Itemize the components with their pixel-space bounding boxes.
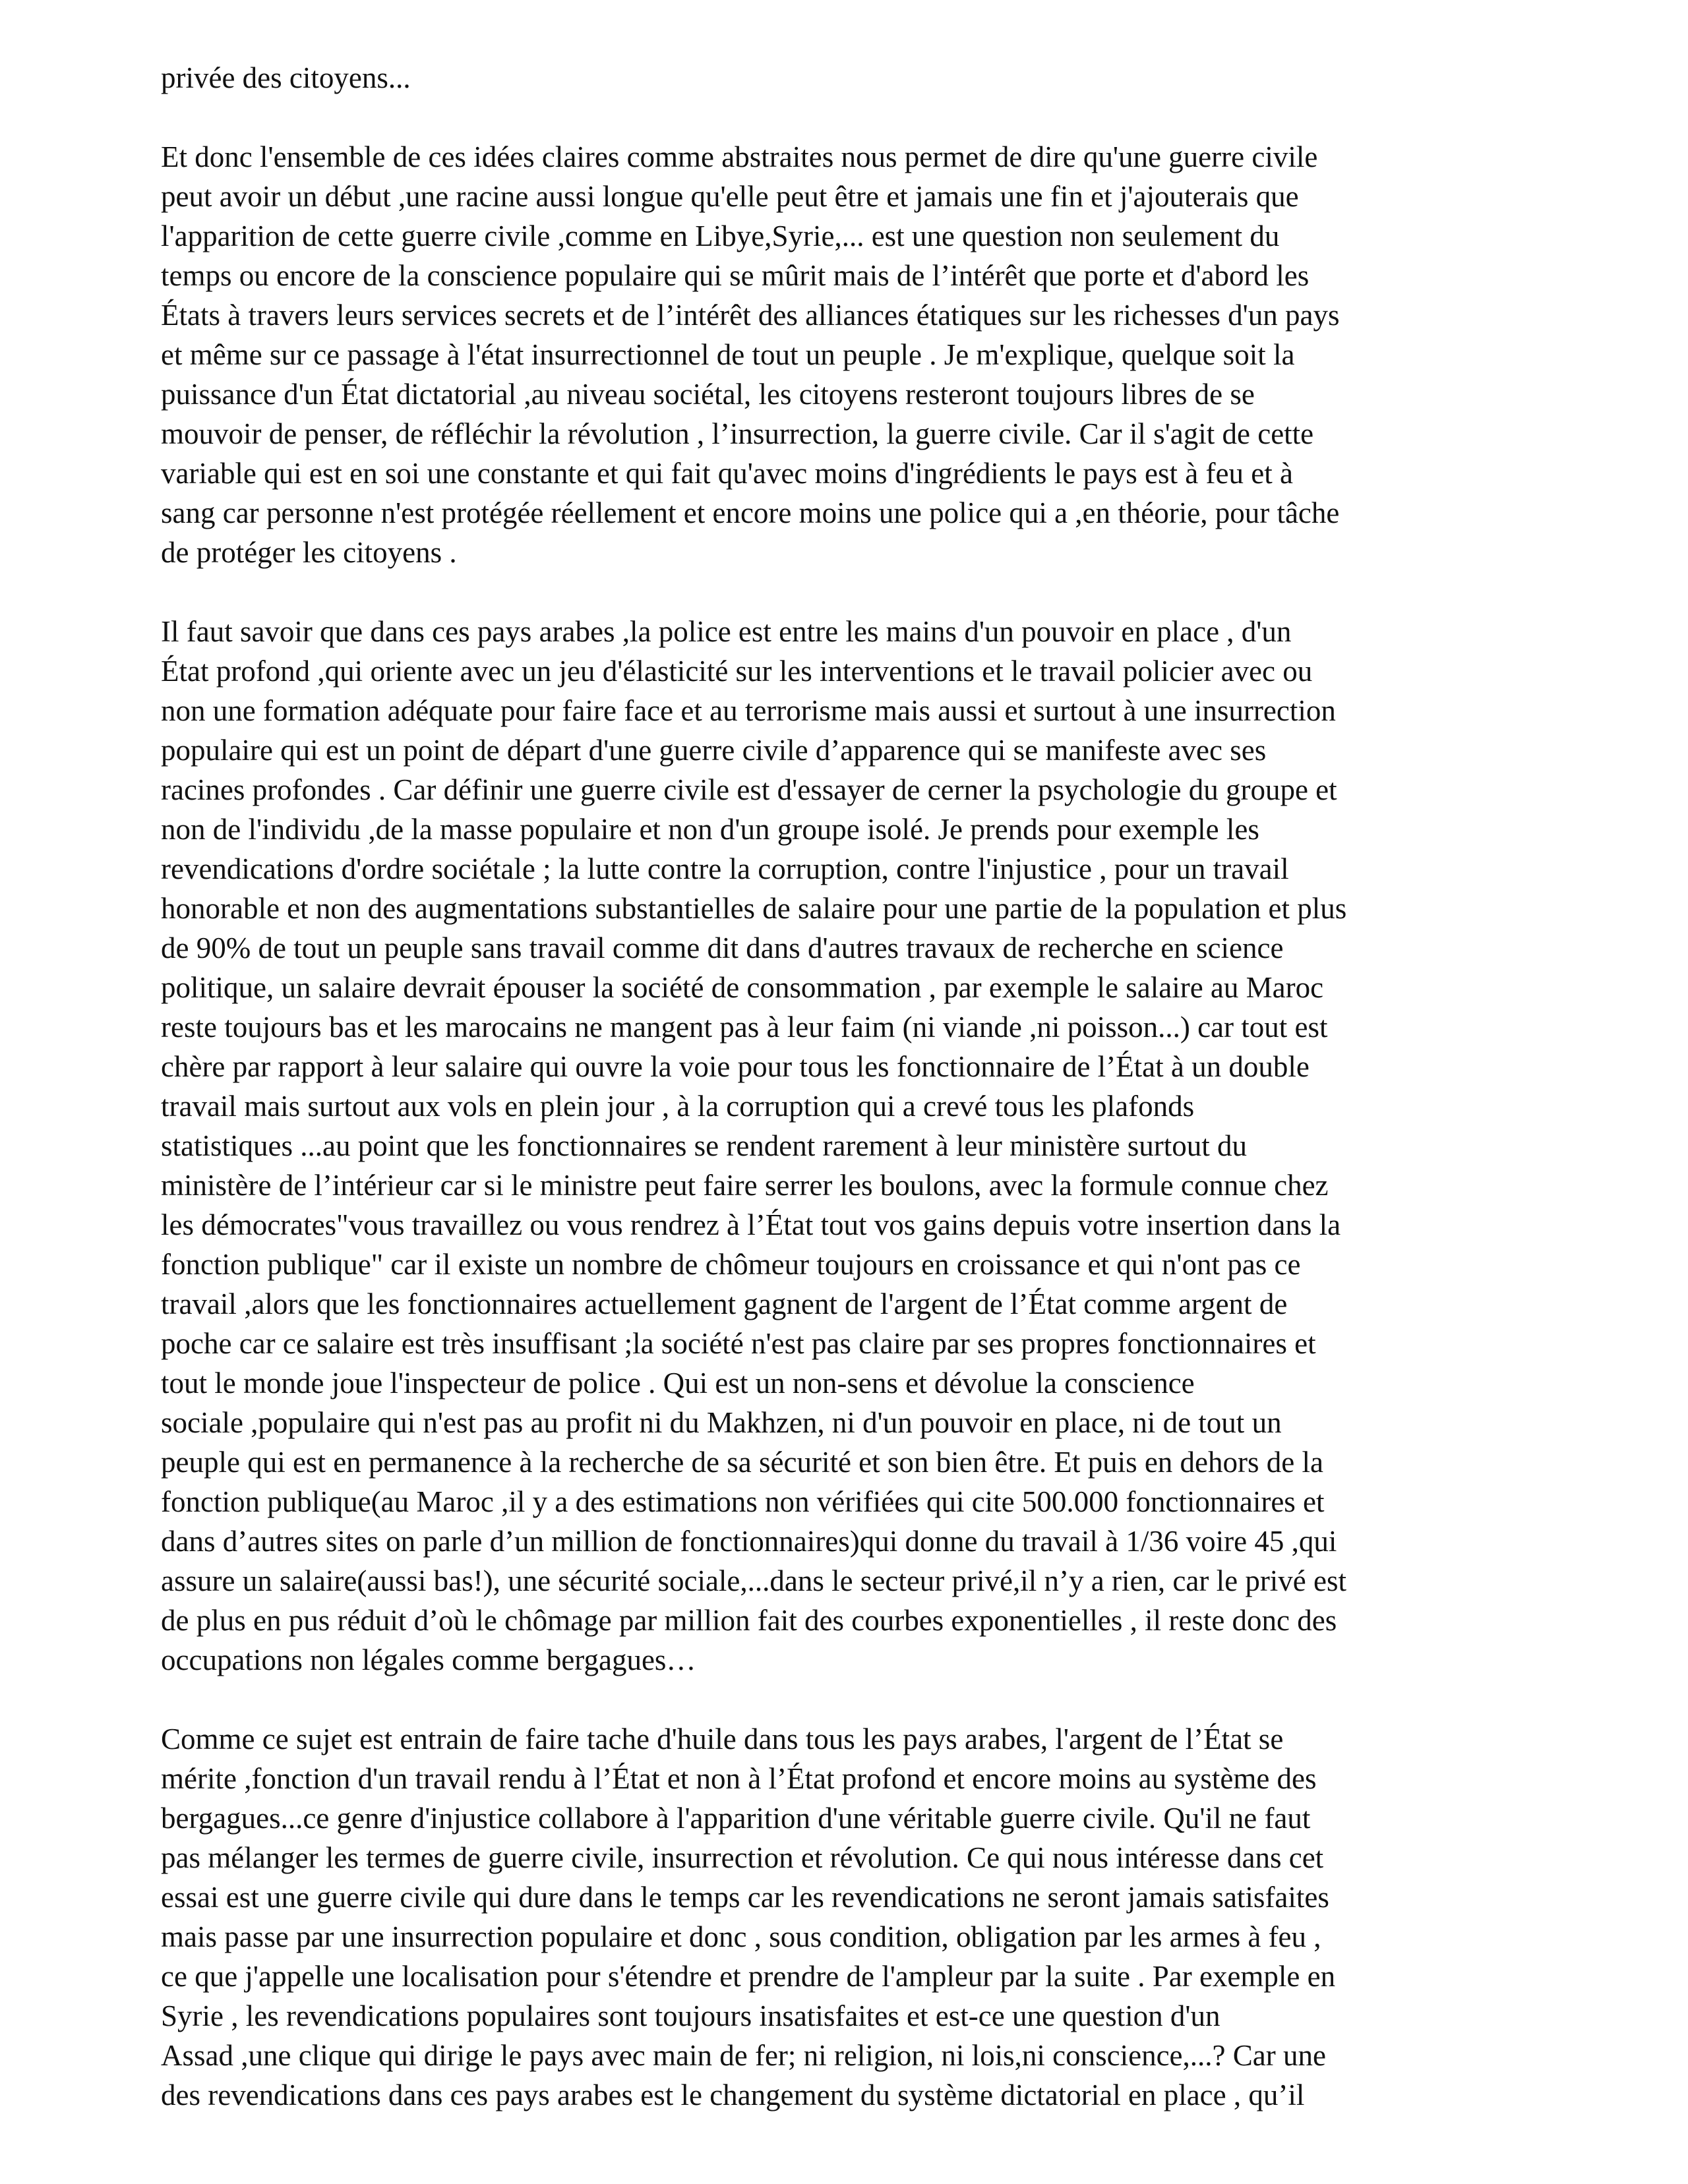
paragraph-gap [161,1680,1539,1719]
paragraph-1: privée des citoyens... [161,61,411,94]
paragraph-gap [161,572,1539,612]
paragraph-4: Comme ce sujet est entrain de faire tache d'huile dans tous les pays arabes, l'argent de l’État se mérite ,fonction d'un travail rendu à l’État et non à l’État profond et encore moins au système des bergagues...ce genre d'injustice collabore à l'apparition d'une véritable guerre civile. Qu'il ne faut pas mélanger les termes de guerre civile, insurrection et révolution. Ce qui nous intéresse dans cet essai est une guerre civile qui dure dans le temps car les revendications ne seront jamais satisfaites mais passe par une insurrection populaire et donc , sous condition, obligation par les armes à feu , ce que j'appelle une localisation pour s'étendre et prendre de l'ampleur par la suite . Par exemple en Syrie , les revendications populaires sont toujours insatisfaites et est-ce une question d'un Assad ,une clique qui dirige le pays avec main de fer; ni religion, ni lois,ni conscience,...? Car une des revendications dans ces pays arabes est le changement du système dictatorial en place , qu’il [161,1723,1336,2111]
paragraph-3: Il faut savoir que dans ces pays arabes ,la police est entre les mains d'un pouvoir en place , d'un État profond ,qui oriente avec un jeu d'élasticité sur les interventions et le travail policier avec ou non une formation adéquate pour faire face et au terrorisme mais aussi et surtout à une insurrection populaire qui est un point de départ d'une guerre civile d’apparence qui se manifeste avec ses racines profondes . Car définir une guerre civile est d'essayer de cerner la psychologie du groupe et non de l'individu ,de la masse populaire et non d'un groupe isolé. Je prends pour exemple les revendications d'ordre sociétale ; la lutte contre la corruption, contre l'injustice , pour un travail honorable et non des augmentations substantielles de salaire pour une partie de la population et plus de 90% de tout un peuple sans travail comme dit dans d'autres travaux de recherche en science politique, un salaire devrait épouser la société de consommation , par exemple le salaire au Maroc reste toujours bas et les marocains ne mangent pas à leur faim (ni viande ,ni poisson...) car tout est chère par rapport à leur salaire qui ouvre la voie pour tous les fonctionnaire de l’État à un double travail mais surtout aux vols en plein jour , à la corruption qui a crevé tous les plafonds statistiques ...au point que les fonctionnaires se rendent rarement à leur ministère surtout du ministère de l’intérieur car si le ministre peut faire serrer les boulons, avec la formule connue chez les démocrates"vous travaillez ou vous rendrez à l’État tout vos gains depuis votre insertion dans la fonction publique" car il existe un nombre de chômeur toujours en croissance et qui n'ont pas ce travail ,alors que les fonctionnaires actuellement gagnent de l'argent de l’État comme argent de poche car ce salaire est très insuffisant ;la société n'est pas claire par ses propres fonctionnaires et tout le monde joue l'inspecteur de police . Qui est un non-sens et dévolue la conscience sociale ,populaire qui n'est pas au profit ni du Makhzen, ni d'un pouvoir en place, ni de tout un peuple qui est en permanence à la recherche de sa sécurité et son bien être. Et puis en dehors de la fonction publique(au Maroc ,il y a des estimations non vérifiées qui cite 500.000 fonctionnaires et dans d’autres sites on parle d’un million de fonctionnaires)qui donne du travail à 1/36 voire 45 ,qui assure un salaire(aussi bas!), une sécurité sociale,...dans le secteur privé,il n’y a rien, car le privé est de plus en pus réduit d’où le chômage par million fait des courbes exponentielles , il reste donc des occupations non légales comme bergagues… [161,615,1347,1676]
paragraph-gap [161,98,1539,137]
paragraph-2: Et donc l'ensemble de ces idées claires comme abstraites nous permet de dire qu'une guerre civile peut avoir un début ,une racine aussi longue qu'elle peut être et jamais une fin et j'ajouterais que l'apparition de cette guerre civile ,comme en Libye,Syrie,... est une question non seulement du temps ou encore de la conscience populaire qui se mûrit mais de l’intérêt que porte et d'abord les États à travers leurs services secrets et de l’intérêt des alliances étatiques sur les richesses d'un pays et même sur ce passage à l'état insurrectionnel de tout un peuple . Je m'explique, quelque soit la puissance d'un État dictatorial ,au niveau sociétal, les citoyens resteront toujours libres de se mouvoir de penser, de réfléchir la révolution , l’insurrection, la guerre civile. Car il s'agit de cette variable qui est en soi une constante et qui fait qu'avec moins d'ingrédients le pays est à feu et à sang car personne n'est protégée réellement et encore moins une police qui a ,en théorie, pour tâche de protéger les citoyens . [161,140,1340,569]
document-body [161,58,1539,2115]
